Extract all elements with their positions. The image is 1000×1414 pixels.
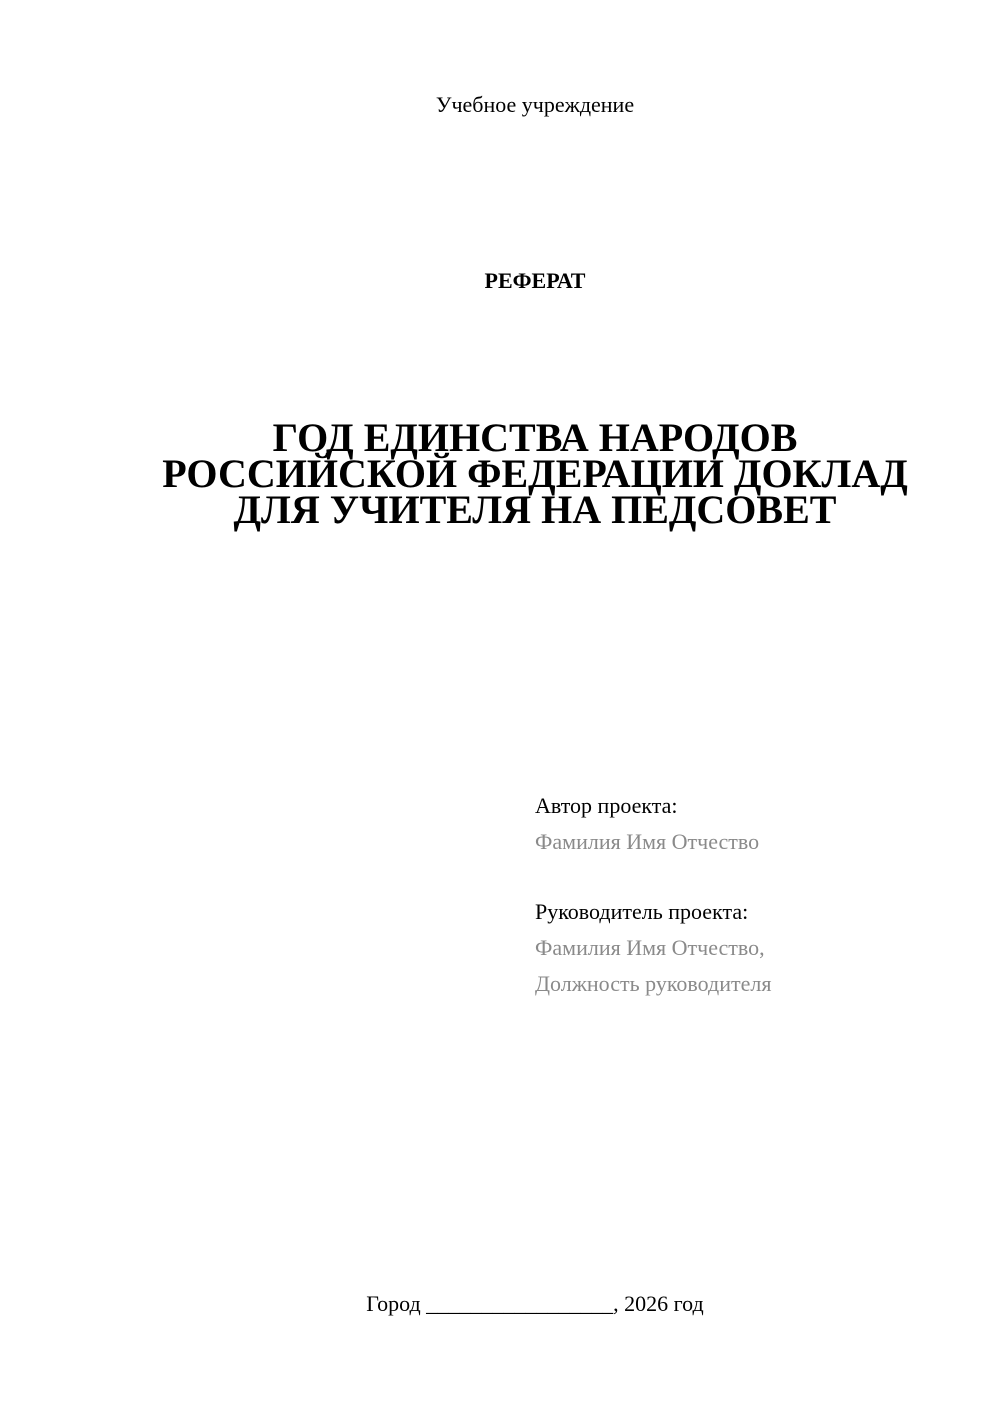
author-name: Фамилия Имя Отчество (535, 829, 760, 854)
supervisor-label: Руководитель проекта: (535, 899, 749, 924)
document-title (160, 415, 910, 532)
institution-name: Учебное учреждение (435, 92, 635, 117)
author-label: Автор проекта: (535, 793, 678, 818)
project-info (535, 788, 975, 1002)
document-type: РЕФЕРАТ (484, 268, 586, 293)
city-year-line: Город _________________, 2026 год (366, 1291, 704, 1316)
title-line: РОССИЙСКОЙ ФЕДЕРАЦИИ ДОКЛАД (162, 451, 908, 496)
supervisor-position: Должность руководителя (535, 971, 772, 996)
title-line: ДЛЯ УЧИТЕЛЯ НА ПЕДСОВЕТ (233, 487, 837, 532)
info-spacer (535, 860, 975, 894)
title-line: ГОД ЕДИНСТВА НАРОДОВ (272, 415, 798, 460)
supervisor-name: Фамилия Имя Отчество, (535, 935, 765, 960)
